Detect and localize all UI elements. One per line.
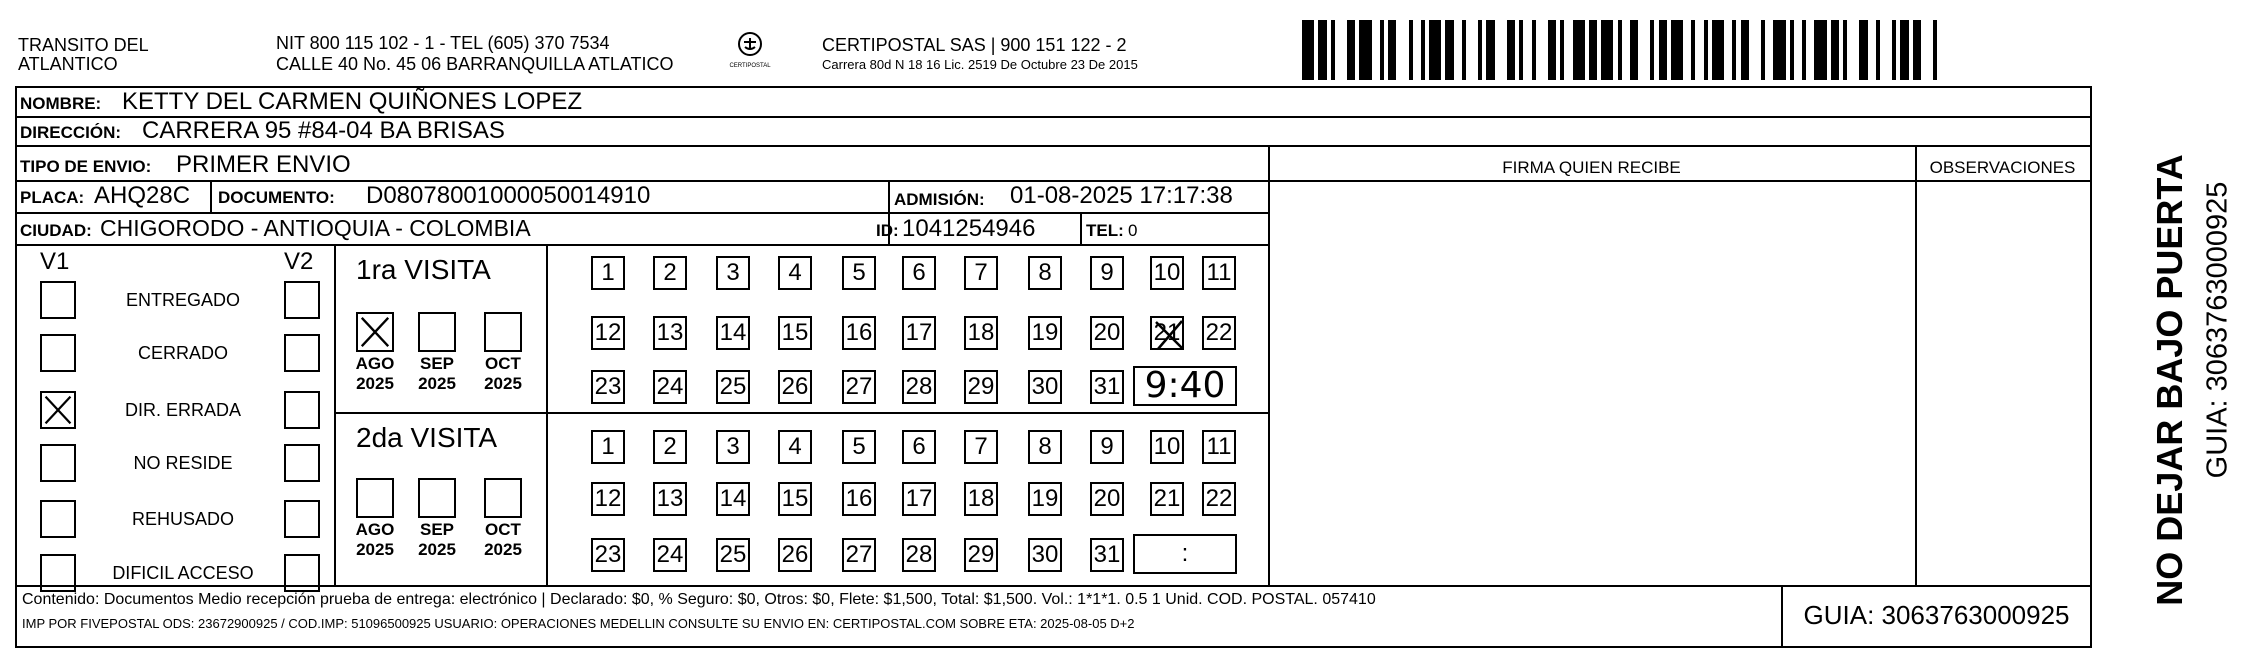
day-cell[interactable]: 12 <box>591 316 625 350</box>
day-cell[interactable]: 9 <box>1090 256 1124 290</box>
day-cell[interactable]: 16 <box>842 482 876 516</box>
day-cell[interactable]: 22 <box>1202 316 1236 350</box>
courier-name: CERTIPOSTAL SAS | 900 151 122 - 2 <box>822 35 1127 55</box>
month-label: SEP 2025 <box>418 354 456 393</box>
day-cell[interactable]: 14 <box>716 316 750 350</box>
day-cell[interactable]: 8 <box>1028 430 1062 464</box>
day-cell[interactable]: 4 <box>778 256 812 290</box>
second-visit-label: 2da VISITA <box>356 422 498 453</box>
day-cell[interactable]: 25 <box>716 538 750 572</box>
day-cell[interactable]: 11 <box>1202 256 1236 290</box>
courier-license: Carrera 80d N 18 16 Lic. 2519 De Octubre 23 De 2015 <box>822 57 1138 72</box>
v1-checkbox[interactable] <box>40 500 76 538</box>
tipo-envio-label: TIPO DE ENVIO: <box>20 157 152 176</box>
day-cell[interactable]: 24 <box>653 538 687 572</box>
day-cell[interactable]: 22 <box>1202 482 1236 516</box>
company-address: CALLE 40 No. 45 06 BARRANQUILLA ATLATICO <box>276 54 674 74</box>
v1-checkbox[interactable] <box>40 281 76 319</box>
day-cell[interactable]: 18 <box>964 482 998 516</box>
status-label: DIFICIL ACCESO <box>112 563 254 583</box>
firma-header: FIRMA QUIEN RECIBE <box>1502 158 1681 177</box>
guia-box-text: GUIA: 3063763000925 <box>1803 600 2070 630</box>
nombre-value: KETTY DEL CARMEN QUIÑONES LOPEZ <box>122 88 583 115</box>
day-cell[interactable]: 5 <box>842 256 876 290</box>
month-checkbox[interactable] <box>356 478 394 518</box>
day-cell[interactable]: 1 <box>591 256 625 290</box>
day-cell[interactable]: 27 <box>842 538 876 572</box>
day-cell[interactable]: 18 <box>964 316 998 350</box>
tel-label: TEL: <box>1086 221 1124 240</box>
day-cell[interactable]: 14 <box>716 482 750 516</box>
day-cell[interactable]: 31 <box>1090 538 1124 572</box>
v1-checkbox[interactable] <box>40 391 76 429</box>
nombre-label: NOMBRE: <box>20 94 102 113</box>
day-cell[interactable]: 2 <box>653 430 687 464</box>
placa-label: PLACA: <box>20 188 85 207</box>
company-name-line1: TRANSITO DEL <box>18 35 149 55</box>
company-name-line2: ATLANTICO <box>18 54 118 74</box>
day-cell[interactable]: 21 <box>1150 482 1184 516</box>
day-cell[interactable]: 16 <box>842 316 876 350</box>
ciudad-label: CIUDAD: <box>20 221 92 240</box>
month-label: OCT 2025 <box>484 520 522 559</box>
admision-label: ADMISIÓN: <box>894 190 985 209</box>
id-value: 1041254946 <box>902 215 1036 242</box>
day-cell[interactable]: 4 <box>778 430 812 464</box>
day-cell[interactable]: 13 <box>653 482 687 516</box>
month-label: AGO 2025 <box>355 520 395 559</box>
day-cell[interactable]: 15 <box>778 482 812 516</box>
svg-text:CERTIPOSTAL: CERTIPOSTAL <box>729 63 771 69</box>
documento-label: DOCUMENTO: <box>218 188 335 207</box>
v2-checkbox[interactable] <box>284 334 320 372</box>
v2-checkbox[interactable] <box>284 554 320 592</box>
day-cell[interactable]: 26 <box>778 538 812 572</box>
barcode <box>1302 20 1942 80</box>
month-label: AGO 2025 <box>355 354 395 393</box>
day-cell[interactable]: 24 <box>653 370 687 404</box>
status-label: CERRADO <box>137 343 228 363</box>
day-cell[interactable]: 25 <box>716 370 750 404</box>
month-label: OCT 2025 <box>484 354 522 393</box>
day-cell[interactable]: 31 <box>1090 370 1124 404</box>
id-label: ID: <box>876 221 899 240</box>
day-cell[interactable]: 5 <box>842 430 876 464</box>
day-cell[interactable]: 20 <box>1090 316 1124 350</box>
day-cell[interactable]: 19 <box>1028 482 1062 516</box>
observaciones-header: OBSERVACIONES <box>1929 158 2076 177</box>
month-label: SEP 2025 <box>418 520 456 559</box>
v2-checkbox[interactable] <box>284 281 320 319</box>
v2-checkbox[interactable] <box>284 391 320 429</box>
day-cell[interactable]: 3 <box>716 430 750 464</box>
status-label: ENTREGADO <box>125 290 240 310</box>
day-cell[interactable]: 9 <box>1090 430 1124 464</box>
v1-checkbox[interactable] <box>40 444 76 482</box>
day-cell[interactable]: 15 <box>778 316 812 350</box>
day-cell[interactable]: 17 <box>902 316 936 350</box>
v2-label: V2 <box>284 248 314 275</box>
day-cell[interactable]: 26 <box>778 370 812 404</box>
day-cell[interactable]: 3 <box>716 256 750 290</box>
day-cell[interactable]: 27 <box>842 370 876 404</box>
day-cell[interactable]: 6 <box>902 256 936 290</box>
day-cell[interactable]: 13 <box>653 316 687 350</box>
day-cell[interactable]: 11 <box>1202 430 1236 464</box>
day-cell[interactable]: 2 <box>653 256 687 290</box>
day-cell[interactable]: 1 <box>591 430 625 464</box>
month-checkbox[interactable] <box>484 478 522 518</box>
footer-content: Contenido: Documentos Medio recepción prueba de entrega: electrónico | Declarado: $0, % Seguro: $0, Otros: $0, Flete: $1,500, Total: $1,500. Vol.: 1*1*1. 0.5 1 Unid. COD. POSTAL. 057410 <box>22 591 1376 608</box>
day-cell[interactable]: 17 <box>902 482 936 516</box>
admision-value: 01-08-2025 17:17:38 <box>1010 182 1233 209</box>
day-cell[interactable]: 19 <box>1028 316 1062 350</box>
status-label: DIR. ERRADA <box>124 400 241 420</box>
no-dejar-bajo-puerta: NO DEJAR BAJO PUERTA <box>2149 154 2190 606</box>
documento-value: D08078001000050014910 <box>366 182 651 209</box>
tipo-envio-value: PRIMER ENVIO <box>176 151 351 178</box>
day-cell[interactable]: 23 <box>591 370 625 404</box>
day-cell[interactable]: 10 <box>1150 256 1184 290</box>
status-label: NO RESIDE <box>133 453 233 473</box>
placa-value: AHQ28C <box>94 182 191 209</box>
first-visit-label: 1ra VISITA <box>356 254 491 285</box>
day-cell[interactable]: 7 <box>964 430 998 464</box>
day-cell[interactable]: 12 <box>591 482 625 516</box>
day-cell[interactable]: 6 <box>902 430 936 464</box>
day-cell[interactable]: 7 <box>964 256 998 290</box>
side-guia: GUIA: 3063763000925 <box>2201 181 2234 479</box>
month-checkbox[interactable] <box>356 312 394 352</box>
direccion-value: CARRERA 95 #84-04 BA BRISAS <box>142 117 505 144</box>
day-cell[interactable]: 10 <box>1150 430 1184 464</box>
month-checkbox[interactable] <box>418 312 456 352</box>
day-cell[interactable]: 20 <box>1090 482 1124 516</box>
time-field[interactable]: 9:40 <box>1133 366 1237 406</box>
day-cell[interactable]: 21 <box>1150 316 1184 350</box>
certipostal-logo <box>728 30 772 70</box>
time-field[interactable]: : <box>1133 534 1237 574</box>
v2-checkbox[interactable] <box>284 444 320 482</box>
v1-label: V1 <box>40 248 70 275</box>
v1-checkbox[interactable] <box>40 554 76 592</box>
day-cell[interactable]: 28 <box>902 538 936 572</box>
month-checkbox[interactable] <box>484 312 522 352</box>
v1-checkbox[interactable] <box>40 334 76 372</box>
v2-checkbox[interactable] <box>284 500 320 538</box>
tel-value: 0 <box>1128 221 1138 240</box>
day-cell[interactable]: 29 <box>964 370 998 404</box>
day-cell[interactable]: 29 <box>964 538 998 572</box>
month-checkbox[interactable] <box>418 478 456 518</box>
day-cell[interactable]: 23 <box>591 538 625 572</box>
day-cell[interactable]: 30 <box>1028 370 1062 404</box>
day-cell[interactable]: 28 <box>902 370 936 404</box>
status-label: REHUSADO <box>131 509 234 529</box>
day-cell[interactable]: 8 <box>1028 256 1062 290</box>
day-cell[interactable]: 30 <box>1028 538 1062 572</box>
footer-imp: IMP POR FIVEPOSTAL ODS: 23672900925 / COD.IMP: 51096500925 USUARIO: OPERACIONES MEDELLIN CONSULTE SU ENVIO EN: CERTIPOSTAL.COM SOBRE ETA: 2025-08-05 D+2 <box>22 616 1135 631</box>
direccion-label: DIRECCIÓN: <box>20 123 122 142</box>
company-nit: NIT 800 115 102 - 1 - TEL (605) 370 7534 <box>276 33 610 53</box>
ciudad-value: CHIGORODO - ANTIOQUIA - COLOMBIA <box>100 215 531 241</box>
